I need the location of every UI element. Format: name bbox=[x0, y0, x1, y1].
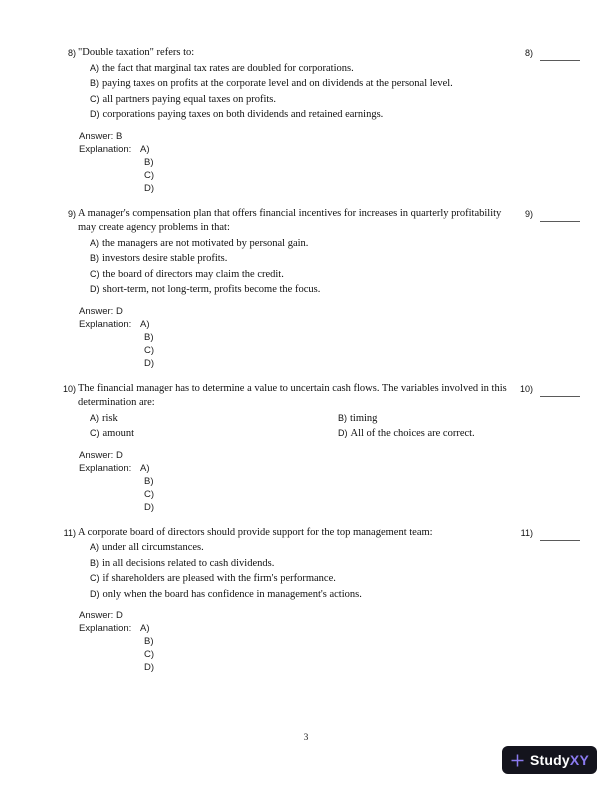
option-text: the fact that marginal tax rates are doubled for corporations. bbox=[102, 62, 354, 74]
option-a bbox=[90, 540, 580, 556]
question-block-11 bbox=[64, 526, 580, 675]
explanation-label: Explanation: bbox=[79, 623, 132, 634]
option-text: corporations paying taxes on both dividends and retained earnings. bbox=[102, 109, 384, 120]
explanation-item: D) bbox=[144, 501, 155, 513]
explanation-row bbox=[79, 622, 580, 674]
brand-badge bbox=[502, 746, 597, 774]
answer-label: Answer: bbox=[79, 130, 114, 142]
answer-blank-line bbox=[540, 527, 580, 541]
explanation-label: Explanation: bbox=[79, 462, 132, 474]
option-text: investors desire stable profits. bbox=[102, 253, 228, 264]
explanation-items bbox=[140, 622, 154, 674]
question-text: "Double taxation" refers to: bbox=[78, 47, 195, 58]
option-b bbox=[90, 76, 580, 92]
explanation-row bbox=[79, 462, 580, 514]
explanation-item: A) bbox=[140, 318, 150, 330]
option-marker: C) bbox=[90, 93, 100, 104]
answer-value: D bbox=[115, 449, 123, 461]
explanation-item: C) bbox=[144, 649, 155, 660]
answer-value: D bbox=[115, 305, 123, 317]
option-text: risk bbox=[102, 412, 118, 424]
option-text: amount bbox=[102, 428, 134, 439]
answer-row bbox=[79, 130, 580, 143]
option-marker: D) bbox=[90, 109, 100, 119]
answer-value: D bbox=[115, 610, 123, 621]
option-marker: B) bbox=[90, 253, 99, 263]
option-a bbox=[90, 236, 580, 252]
explanation-items bbox=[140, 143, 154, 195]
option-text: short-term, not long-term, profits become the focus. bbox=[102, 284, 321, 295]
option-marker: D) bbox=[338, 428, 348, 438]
plus-icon bbox=[510, 753, 525, 768]
option-text: the managers are not motivated by personal gain. bbox=[102, 237, 309, 249]
question-block-8 bbox=[64, 46, 580, 195]
option-text: All of the choices are correct. bbox=[350, 428, 475, 439]
answer-value: B bbox=[115, 130, 123, 142]
question-block-9 bbox=[64, 207, 580, 370]
brand-name bbox=[530, 752, 589, 768]
question-options bbox=[90, 61, 580, 123]
page-number: 3 bbox=[303, 733, 309, 743]
question-number: 11) bbox=[63, 527, 76, 538]
option-marker: B) bbox=[90, 78, 99, 88]
option-a bbox=[90, 61, 580, 77]
question-text: A corporate board of directors should provide support for the top management team: bbox=[78, 526, 433, 538]
explanation-row bbox=[79, 318, 580, 370]
option-marker: B) bbox=[90, 557, 99, 568]
answer-blank-number: 9) bbox=[524, 208, 533, 219]
question-options bbox=[90, 411, 580, 442]
option-text: only when the board has confidence in management's actions. bbox=[102, 588, 362, 600]
explanation-item: A) bbox=[140, 143, 150, 155]
option-text: all partners paying equal taxes on profits. bbox=[102, 93, 276, 105]
option-marker: C) bbox=[90, 268, 100, 279]
answer-blank-line bbox=[540, 208, 580, 222]
explanation-row bbox=[79, 143, 580, 195]
option-b bbox=[90, 251, 580, 267]
option-text: the board of directors may claim the credit. bbox=[102, 268, 284, 280]
option-text: in all decisions related to cash dividends. bbox=[102, 557, 275, 569]
option-d bbox=[90, 282, 580, 298]
option-marker: A) bbox=[90, 62, 99, 73]
answer-row bbox=[79, 449, 580, 462]
option-marker: A) bbox=[90, 412, 99, 423]
option-marker: D) bbox=[90, 588, 100, 599]
question-options bbox=[90, 236, 580, 298]
explanation-item: B) bbox=[144, 331, 154, 343]
question-number: 8) bbox=[67, 48, 76, 58]
option-marker: B) bbox=[338, 412, 347, 423]
option-marker: C) bbox=[90, 573, 100, 583]
option-a bbox=[90, 411, 338, 427]
question-number: 10) bbox=[62, 383, 76, 394]
option-c bbox=[90, 426, 338, 442]
answer-blank-number: 10) bbox=[519, 383, 533, 394]
answer-blank-number: 11) bbox=[520, 527, 533, 538]
explanation-item: D) bbox=[144, 357, 155, 369]
explanation-item: B) bbox=[144, 636, 154, 647]
explanation-items bbox=[140, 318, 154, 370]
explanation-item: C) bbox=[144, 344, 155, 356]
option-c bbox=[90, 571, 580, 587]
option-text: timing bbox=[350, 412, 378, 424]
option-c bbox=[90, 267, 580, 283]
option-b bbox=[338, 411, 580, 427]
explanation-item: D) bbox=[144, 662, 155, 673]
option-d bbox=[90, 107, 580, 123]
answer-label: Answer: bbox=[79, 449, 114, 461]
answer-blank-11 bbox=[521, 527, 580, 541]
answer-blank-line bbox=[540, 383, 580, 397]
explanation-item: B) bbox=[144, 156, 154, 168]
brand-name-accent: XY bbox=[569, 752, 589, 768]
question-number: 9) bbox=[67, 208, 76, 219]
answer-label: Answer: bbox=[79, 610, 114, 621]
question-text: A manager's compensation plan that offers financial incentives for increases in quarterly profitability may create agency problems in that: bbox=[78, 207, 502, 233]
answer-blank-10 bbox=[520, 383, 580, 397]
explanation-label: Explanation: bbox=[79, 143, 132, 155]
answer-row bbox=[79, 609, 580, 622]
explanation-item: A) bbox=[140, 623, 150, 634]
answer-label: Answer: bbox=[79, 305, 114, 317]
option-marker: C) bbox=[90, 428, 100, 438]
answer-blank-9 bbox=[525, 208, 580, 222]
explanation-item: D) bbox=[144, 182, 155, 194]
question-block-10 bbox=[64, 382, 580, 514]
answer-blank-number: 8) bbox=[524, 48, 533, 58]
explanation-label: Explanation: bbox=[79, 318, 132, 330]
option-marker: A) bbox=[90, 237, 99, 248]
option-c bbox=[90, 92, 580, 108]
option-d bbox=[90, 587, 580, 603]
explanation-item: C) bbox=[144, 169, 155, 181]
answer-row bbox=[79, 305, 580, 318]
explanation-item: A) bbox=[140, 462, 150, 474]
option-text: paying taxes on profits at the corporate level and on dividends at the personal level. bbox=[102, 78, 453, 89]
question-text: The financial manager has to determine a value to uncertain cash flows. The variables involved in this determination are: bbox=[78, 382, 507, 408]
explanation-item: C) bbox=[144, 488, 155, 500]
question-options bbox=[90, 540, 580, 602]
answer-blank-8 bbox=[525, 47, 580, 61]
option-marker: D) bbox=[90, 284, 100, 294]
option-d bbox=[338, 426, 580, 442]
option-text: if shareholders are pleased with the firm's performance. bbox=[102, 573, 336, 584]
explanation-items bbox=[140, 462, 154, 514]
answer-blank-line bbox=[540, 47, 580, 61]
option-b bbox=[90, 556, 580, 572]
option-marker: A) bbox=[90, 542, 99, 552]
brand-name-primary: Study bbox=[530, 752, 570, 768]
option-text: under all circumstances. bbox=[102, 542, 204, 553]
explanation-item: B) bbox=[144, 475, 154, 487]
